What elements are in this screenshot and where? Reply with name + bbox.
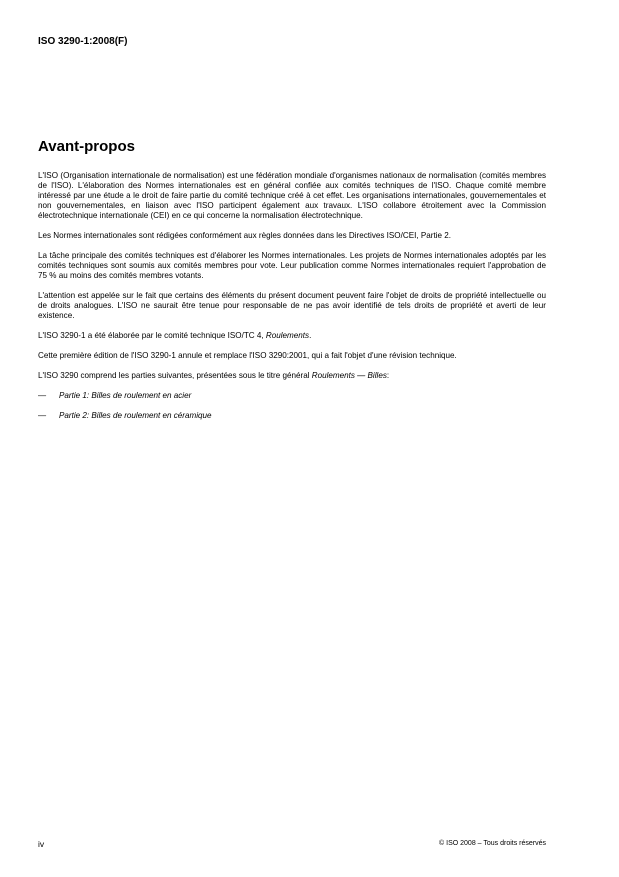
page-title: Avant-propos: [38, 138, 135, 155]
paragraph-committee-tasks: La tâche principale des comités techniques est d'élaborer les Normes internationales. Les projets de Normes internationales adoptés par les comités techniques sont soumis aux comités membres pour vote. Leur publication comme Normes internationales requiert l'approbation de 75 % au moins des comités membres votants.: [38, 251, 546, 280]
paragraph-iso-description: L'ISO (Organisation internationale de normalisation) est une fédération mondiale d'organismes nationaux de normalisation (comités membres de l'ISO). L'élaboration des Normes internationales est en général confiée aux comités techniques de l'ISO. Chaque comité membre intéressé par une étude a le droit de faire partie du comité technique créé à cet effet. Les organisations internationales, gouvernementales et non gouvernementales, en liaison avec l'ISO participent également aux travaux. L'ISO collabore étroitement avec la Commission électrotechnique internationale (CEI) en ce qui concerne la normalisation électrotechnique.: [38, 171, 546, 220]
document-code: ISO 3290-1:2008(F): [38, 36, 128, 47]
part-1-label: Partie 1: Billes de roulement en acier: [59, 391, 192, 400]
committee-suffix: .: [309, 331, 312, 340]
list-dash: —: [38, 391, 47, 400]
committee-prefix: L'ISO 3290-1 a été élaborée par le comité technique ISO/TC 4,: [38, 331, 266, 340]
paragraph-edition-note: Cette première édition de l'ISO 3290-1 annule et remplace l'ISO 3290:2001, qui a fait l'objet d'une révision technique.: [38, 351, 457, 360]
committee-name: Roulements: [265, 331, 310, 340]
list-dash: —: [38, 411, 47, 420]
parts-intro-suffix: :: [386, 371, 390, 380]
page-number: iv: [38, 839, 45, 849]
parts-intro-prefix: L'ISO 3290 comprend les parties suivantes, présentées sous le titre général: [38, 371, 312, 380]
part-2-label: Partie 2: Billes de roulement en céramique: [59, 411, 212, 420]
paragraph-patent-rights: L'attention est appelée sur le fait que certains des éléments du présent document peuvent faire l'objet de droits de propriété intellectuelle ou de droits analogues. L'ISO ne saurait être tenue pour responsable de ne pas avoir identifié de tels droits de propriété et averti de leur existence.: [38, 291, 546, 320]
list-item: [38, 391, 546, 401]
list-item: [38, 411, 546, 421]
paragraph-directives: Les Normes internationales sont rédigées conformément aux règles données dans les Directives ISO/CEI, Partie 2.: [38, 231, 451, 240]
paragraph-parts-intro: [38, 371, 546, 381]
foreword-body: [38, 171, 546, 431]
paragraph-committee: [38, 331, 546, 341]
parts-general-title: Roulements — Billes: [311, 371, 387, 380]
copyright-notice: © ISO 2008 – Tous droits réservés: [439, 840, 546, 847]
